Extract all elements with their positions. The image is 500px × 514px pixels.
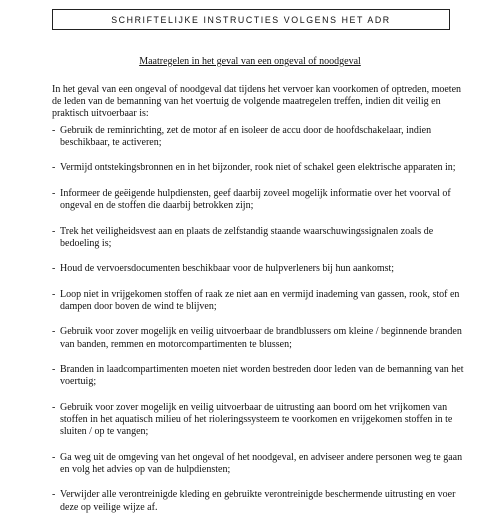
measures-list: [52, 125, 472, 514]
list-item: [52, 188, 472, 212]
bullet-dash: -: [52, 187, 56, 199]
list-item: [52, 364, 472, 388]
list-item: [52, 226, 472, 250]
list-item: [52, 402, 472, 439]
bullet-dash: -: [52, 162, 56, 174]
list-item-text: Vermijd ontstekingsbronnen en in het bijzonder, rook niet of schakel geen elektrische apparaten in;: [60, 162, 456, 174]
list-item: [52, 452, 472, 476]
section-title: Maatregelen in het geval van een ongeval of noodgeval: [139, 56, 361, 67]
list-item: [52, 125, 472, 149]
list-item-text: Ga weg uit de omgeving van het ongeval of het noodgeval, en adviseer andere personen weg te gaan en volg het advies op van de hulpdiensten;: [60, 451, 463, 475]
list-item-text: Gebruik voor zover mogelijk en veilig uitvoerbaar de brandblussers om kleine / beginnende branden van banden, remmen en motorcompartimenten te blussen;: [60, 326, 462, 350]
list-item-text: Loop niet in vrijgekomen stoffen of raak ze niet aan en vermijd inademing van gassen, rook, stof en dampen door boven de wind te blijven;: [60, 288, 460, 312]
list-item: [52, 326, 472, 350]
document-title: SCHRIFTELIJKE INSTRUCTIES VOLGENS HET ADR: [111, 14, 391, 25]
bullet-dash: -: [52, 326, 56, 338]
bullet-dash: -: [52, 489, 56, 501]
list-item-text: Branden in laadcompartimenten moeten niet worden bestreden door leden van de bemanning van het voertuig;: [60, 364, 464, 388]
list-item: [52, 289, 472, 313]
bullet-dash: -: [52, 288, 56, 300]
bullet-dash: -: [52, 401, 56, 413]
list-item-text: Gebruik de reminrichting, zet de motor af en isoleer de accu door de hoofdschakelaar, indien beschikbaar, te activeren;: [60, 124, 432, 148]
list-item: [52, 489, 472, 513]
document-header: [52, 9, 450, 30]
list-item: [52, 263, 472, 275]
list-item-text: Houd de vervoersdocumenten beschikbaar voor de hulpverleners bij hun aankomst;: [60, 263, 395, 275]
list-item-text: Gebruik voor zover mogelijk en veilig uitvoerbaar de uitrusting aan boord om het vrijkomen van stoffen in het aquatisch milieu of het rioleringssysteem te voorkomen en vrijgekomen stoffen in te sluiten / op te vangen;: [60, 401, 453, 438]
intro-paragraph: In het geval van een ongeval of noodgeval dat tijdens het vervoer kan voorkomen of optreden, moeten de leden van de bemanning van het voertuig de volgende maatregelen treffen, indien dit veilig en praktisch uitvoerbaar is:: [52, 84, 462, 120]
bullet-dash: -: [52, 263, 56, 275]
list-item: [52, 162, 472, 174]
bullet-dash: -: [52, 451, 56, 463]
bullet-dash: -: [52, 124, 56, 136]
bullet-dash: -: [52, 225, 56, 237]
bullet-dash: -: [52, 364, 56, 376]
list-item-text: Verwijder alle verontreinigde kleding en gebruikte verontreinigde beschermende uitrusting en voer deze op veilige wijze af.: [60, 489, 456, 513]
section-body: [52, 84, 472, 514]
list-item-text: Informeer de geëigende hulpdiensten, geef daarbij zoveel mogelijk informatie over het voorval of ongeval en de stoffen die daarbij betrokken zijn;: [60, 187, 451, 212]
list-item-text: Trek het veiligheidsvest aan en plaats de zelfstandig staande waarschuwingssignalen zoals de bedoeling is;: [60, 225, 434, 249]
